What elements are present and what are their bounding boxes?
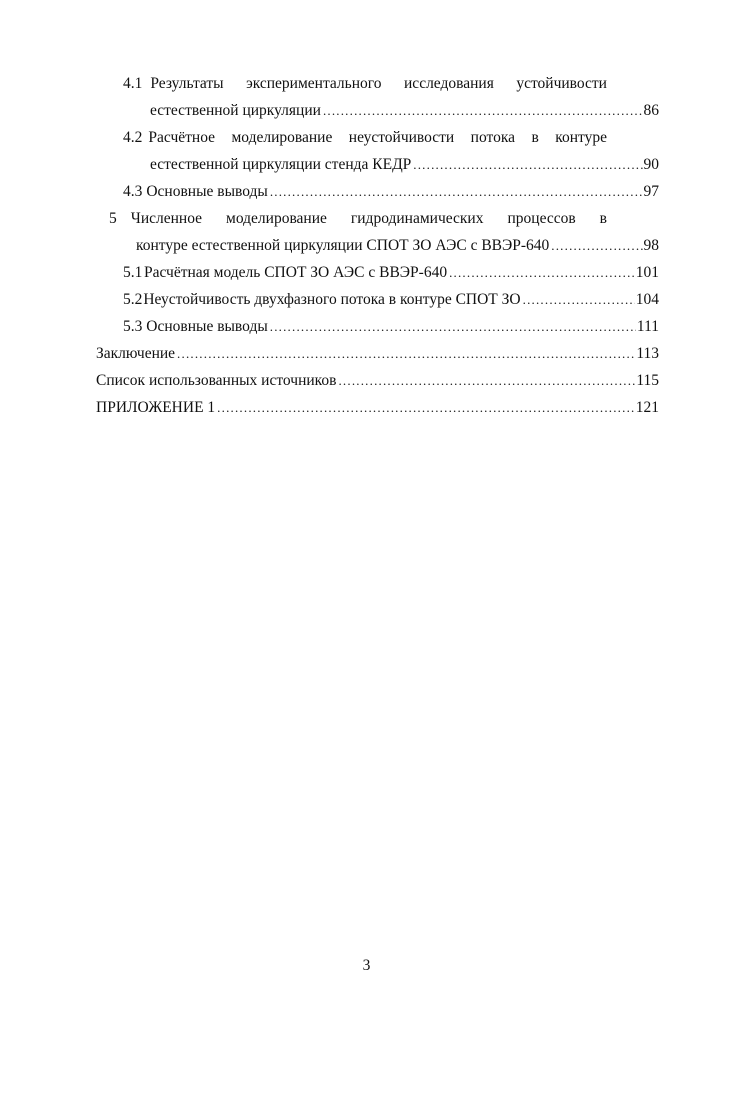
- toc-entry-number: 4.2: [123, 129, 143, 146]
- dot-leader: [217, 398, 635, 418]
- toc-entry-5-1: [123, 263, 659, 283]
- toc-entry-number: 5.2: [123, 291, 143, 308]
- toc-entry-title: ПРИЛОЖЕНИЕ 1: [96, 399, 216, 416]
- toc-entry-title: Заключение: [96, 345, 176, 362]
- dot-leader: [551, 236, 642, 256]
- dot-leader: [338, 371, 635, 391]
- toc-entry-page: 111: [636, 318, 659, 335]
- toc-entry-number: 4.1: [123, 75, 143, 92]
- toc-entry-page: 101: [635, 264, 659, 281]
- toc-entry-title: Расчётная модель СПОТ ЗО АЭС с ВВЭР-640: [143, 264, 448, 281]
- toc-entry-5-2: [123, 290, 659, 310]
- toc-entry-5-line2: [136, 236, 659, 256]
- dot-leader: [413, 155, 642, 175]
- toc-entry-4-1-line1: [123, 74, 607, 94]
- toc-entry-4-2-line1: [123, 128, 607, 148]
- toc-entry-title: Неустойчивость двухфазного потока в контуре СПОТ ЗО: [143, 291, 521, 308]
- toc-entry-page: 97: [643, 183, 659, 200]
- dot-leader: [323, 101, 643, 121]
- toc-entry-page: 115: [636, 372, 659, 389]
- toc-entry-number: 5.1: [123, 264, 143, 281]
- toc-entry-title-line2: контуре естественной циркуляции СПОТ ЗО АЭС с ВВЭР-640: [136, 237, 550, 254]
- toc-entry-title: Основные выводы: [146, 318, 268, 335]
- toc-entry-page: 121: [635, 399, 659, 416]
- toc-entry-appendix: [96, 398, 659, 418]
- toc-entry-title-line2: естественной циркуляции: [150, 102, 321, 119]
- toc-entry-page: 90: [643, 156, 659, 173]
- dot-leader: [449, 263, 635, 283]
- toc-entry-sources: [96, 371, 659, 391]
- page-number: 3: [362, 957, 371, 974]
- toc-entry-number: 4.3: [123, 183, 143, 200]
- dot-leader: [270, 317, 636, 337]
- toc-entry-4-3: [123, 182, 659, 202]
- toc-entry-title-line1: Результаты экспериментального исследования устойчивости: [150, 75, 607, 92]
- toc-entry-title-line2: естественной циркуляции стенда КЕДР: [150, 156, 412, 173]
- toc-entry-page: 98: [643, 237, 659, 254]
- dot-leader: [523, 290, 635, 310]
- toc-entry-number: 5.3: [123, 318, 143, 335]
- toc-entry-title: Список использованных источников: [96, 372, 337, 389]
- toc-entry-4-2-line2: [150, 155, 659, 175]
- toc-entry-5-line1: [109, 209, 607, 229]
- toc-entry-title: Основные выводы: [146, 183, 268, 200]
- dot-leader: [177, 344, 635, 364]
- toc-entry-5-3: [123, 317, 659, 337]
- toc-entry-4-1-line2: [150, 101, 659, 121]
- dot-leader: [270, 182, 643, 202]
- toc-entry-page: 113: [636, 345, 659, 362]
- toc-entry-number: 5: [109, 210, 117, 227]
- toc-entry-page: 104: [635, 291, 659, 308]
- toc-entry-page: 86: [643, 102, 659, 119]
- toc-entry-title-line1: Численное моделирование гидродинамических процессов в: [130, 210, 607, 227]
- toc-entry-title-line1: Расчётное моделирование неустойчивости потока в контуре: [148, 129, 607, 146]
- toc-entry-conclusion: [96, 344, 659, 364]
